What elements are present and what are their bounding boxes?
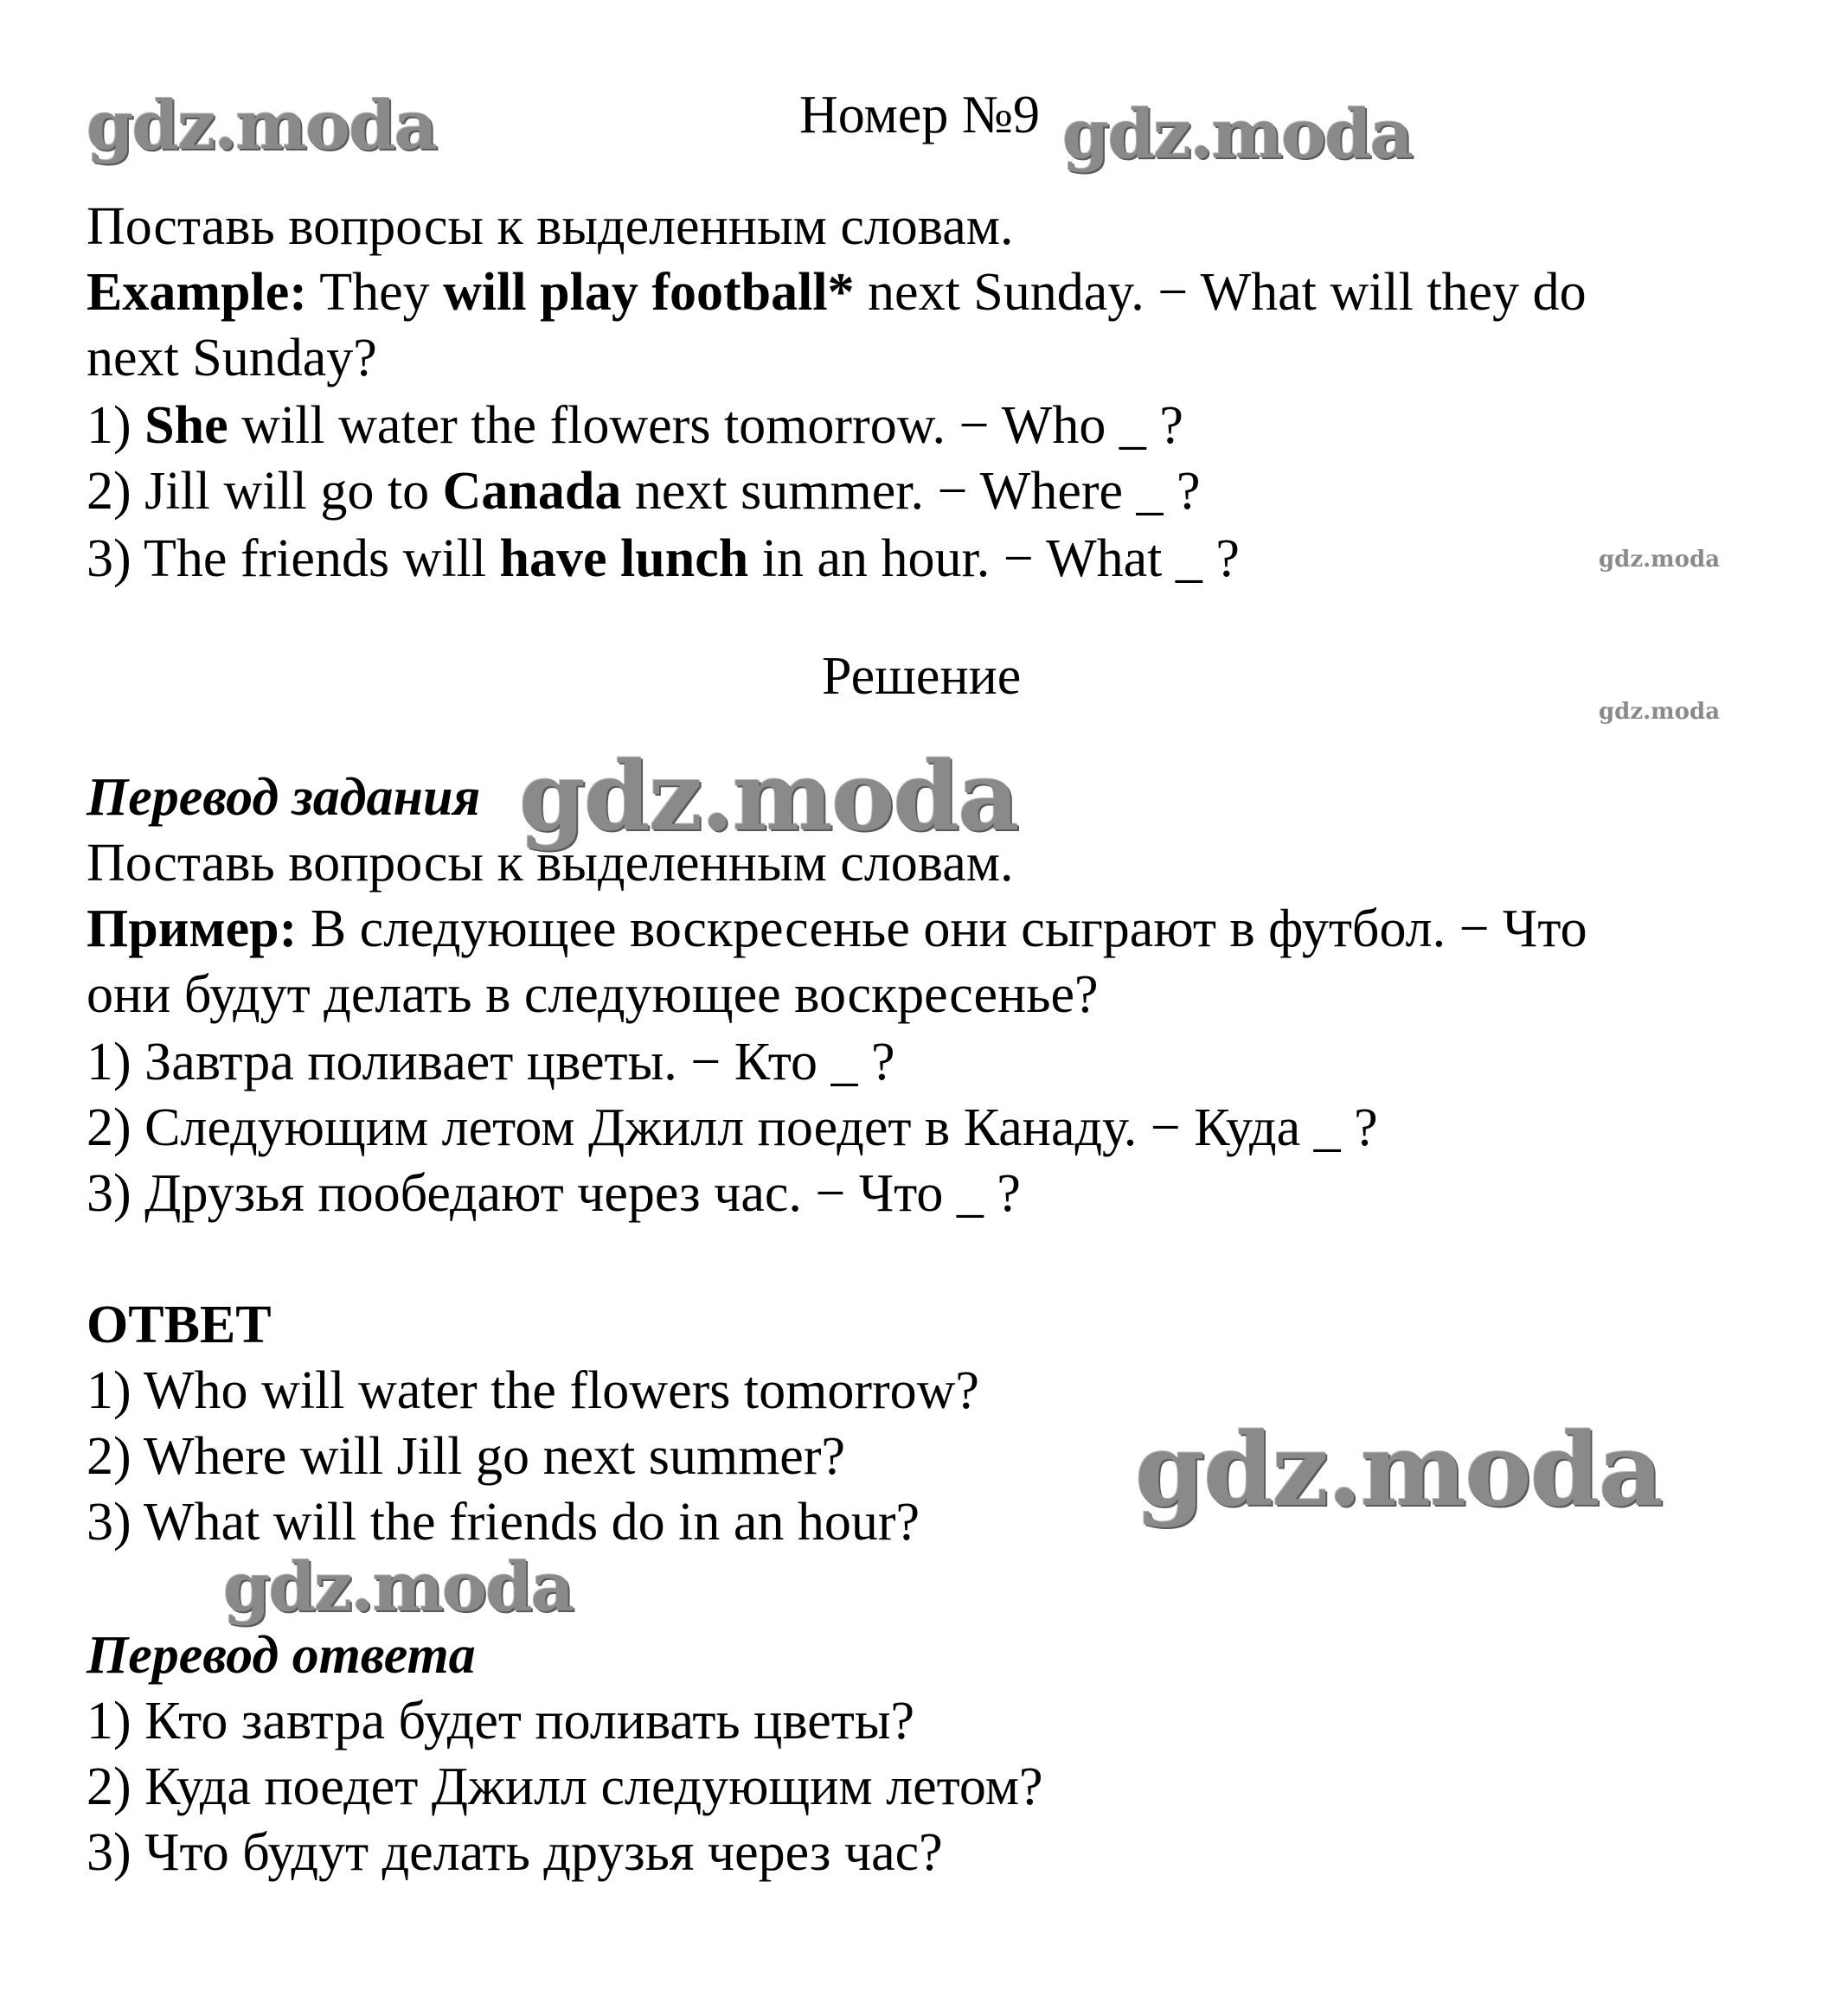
item-highlight: have lunch [499,529,749,588]
answer-translation-item-2: 2) Куда поедет Джилл следующим летом? [87,1757,1043,1816]
item-text: next summer. − Where _ ? [634,462,1201,521]
watermark-logo: gdz.moda [1135,1411,1662,1529]
item-text: 3) The friends will [87,529,487,588]
item-highlight: She [144,396,228,455]
example-text: next Sunday. − What will they do [868,263,1587,322]
exercise-number: Номер №9 [799,86,1041,144]
watermark-logo: gdz.moda [1599,547,1721,573]
watermark-logo: gdz.moda [519,740,1018,852]
solution-title: Решение [822,647,1022,706]
answer-heading-text: ОТВЕТ [87,1296,272,1354]
translation-heading: Перевод задания [87,768,481,827]
item-text: 2) Jill will go to [87,462,430,521]
translation-example-cont: они будут делать в следующее воскресенье? [87,965,1099,1024]
example-text: They [319,263,430,322]
answer-heading [87,1292,272,1358]
task-example [87,259,1587,325]
example-highlight: will play football* [443,263,855,322]
watermark-logo: gdz.moda [1062,95,1413,174]
answer-translation-item-1: 1) Кто завтра будет поливать цветы? [87,1692,915,1750]
translation-example-label: Пример: [87,899,298,958]
answer-item-3: 3) What will the friends do in an hour? [87,1493,920,1552]
task-item-2 [87,458,1201,524]
translation-item-2: 2) Следующим летом Джилл поедет в Канаду. − Куда _ ? [87,1098,1378,1157]
item-highlight: Canada [442,462,622,521]
item-number: 1) [87,396,131,455]
watermark-logo: gdz.moda [223,1548,574,1627]
translation-item-3: 3) Друзья пообедают через час. − Что _ ? [87,1164,1021,1223]
translation-example [87,896,1587,962]
item-text: will water the flowers tomorrow. − Who _ ? [241,396,1183,455]
translation-example-text: В следующее воскресенье они сыграют в футбол. − Что [310,899,1587,958]
answer-translation-heading: Перевод ответа [87,1626,476,1685]
watermark-logo: gdz.moda [1599,699,1721,725]
answer-item-2: 2) Where will Jill go next summer? [87,1427,845,1486]
item-text: in an hour. − What _ ? [761,529,1240,588]
answer-translation-item-3: 3) Что будут делать друзья через час? [87,1823,943,1882]
translation-item-1: 1) Завтра поливает цветы. − Кто _ ? [87,1033,895,1091]
task-item-1 [87,393,1183,458]
example-label: Example: [87,263,307,322]
task-example-cont: next Sunday? [87,329,377,387]
watermark-logo: gdz.moda [87,86,437,165]
answer-item-1: 1) Who will water the flowers tomorrow? [87,1361,979,1420]
task-instruction: Поставь вопросы к выделенным словам. [87,197,1014,256]
task-item-3 [87,526,1240,592]
translation-instruction: Поставь вопросы к выделенным словам. [87,834,1014,893]
